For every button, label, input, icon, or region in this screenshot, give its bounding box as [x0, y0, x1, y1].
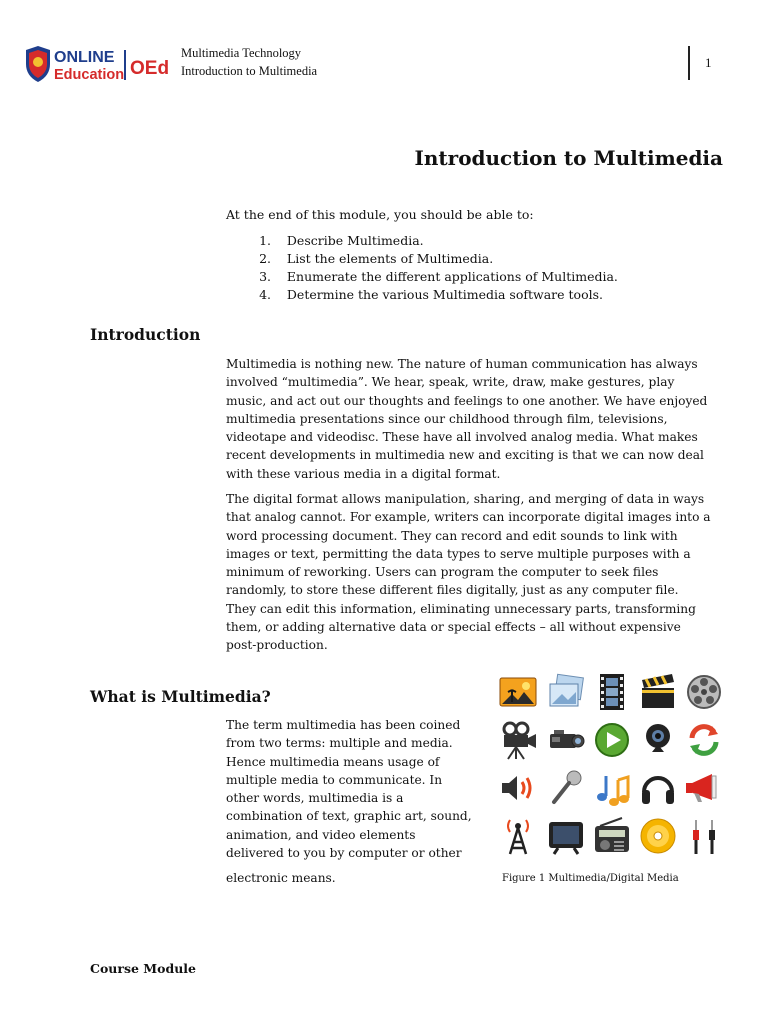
objective-item: 1. Describe Multimedia.	[259, 233, 424, 248]
radio-icon	[592, 816, 632, 856]
speaker-icon	[498, 768, 538, 808]
what-is-multimedia-last-line: electronic means.	[226, 871, 336, 885]
television-icon	[546, 816, 586, 856]
introduction-heading: Introduction	[90, 325, 201, 344]
objective-item: 2. List the elements of Multimedia.	[259, 251, 494, 266]
header-divider	[688, 46, 690, 80]
svg-text:OEd: OEd	[130, 58, 170, 79]
video-camera-icon	[546, 720, 586, 760]
page-number: 1	[705, 55, 712, 70]
photos-stack-icon	[546, 672, 586, 712]
what-is-multimedia-paragraph: The term multimedia has been coined from two terms: multiple and media. Hence multimedia means usage of multiple media to communicate. In other words, multimedia is a combination of text, graphic art, sound, animation, and video elements delivered to you by computer or other	[226, 718, 472, 861]
objective-item: 4. Determine the various Multimedia software tools.	[259, 287, 603, 302]
film-reel-icon	[684, 672, 724, 712]
footer-course-module: Course Module	[90, 961, 197, 976]
header-course: Multimedia Technology	[181, 46, 302, 60]
antenna-icon	[498, 816, 538, 856]
play-button-icon	[592, 720, 632, 760]
refresh-icon	[684, 720, 724, 760]
svg-text:Education: Education	[54, 67, 125, 83]
logo-shield-icon	[26, 46, 50, 82]
header-module: Introduction to Multimedia	[181, 64, 318, 78]
objective-item: 3. Enumerate the different applications of Multimedia.	[259, 269, 618, 284]
objectives-list	[226, 232, 618, 304]
svg-text:ONLINE: ONLINE	[54, 49, 115, 66]
figure-caption: Figure 1 Multimedia/Digital Media	[502, 873, 679, 884]
microphone-icon	[546, 768, 586, 808]
photo-icon	[498, 672, 538, 712]
objectives-intro: At the end of this module, you should be able to:	[226, 207, 534, 222]
introduction-paragraph-1: Multimedia is nothing new. The nature of human communication has always involved “multimedia”. We hear, speak, write, draw, make gestures, play music, and act out our thoughts and feelings to one another. We have enjoyed multimedia presentations since our childhood through film, televisions, videotape and videodisc. These have all involved analog media. What makes recent developments in multimedia new and exciting is that we can now deal with these various media in a digital format.	[226, 357, 708, 481]
online-education-logo	[24, 44, 174, 84]
cd-disc-icon	[638, 816, 678, 856]
introduction-paragraph-2: The digital format allows manipulation, sharing, and merging of data in ways that analog cannot. For example, writers can incorporate digital images into a word processing document. They can record and edit sounds to link with images or text, permitting the data types to serve multiple purposes with a minimum of reworking. Users can program the computer to seek files randomly, to store these different files digitally, just as any computer file. They can edit this information, eliminating unnecessary parts, transforming them, or adding alternative data or special effects – all without expensive post-production.	[226, 492, 711, 653]
megaphone-icon	[684, 768, 724, 808]
audio-cable-icon	[684, 816, 724, 856]
multimedia-icons-figure	[496, 672, 728, 862]
headphones-icon	[638, 768, 678, 808]
webcam-icon	[638, 720, 678, 760]
what-is-multimedia-heading: What is Multimedia?	[90, 687, 271, 706]
clapperboard-icon	[638, 672, 678, 712]
document-title: Introduction to Multimedia	[414, 146, 723, 170]
movie-camera-icon	[498, 720, 538, 760]
music-notes-icon	[592, 768, 632, 808]
film-strip-icon	[592, 672, 632, 712]
